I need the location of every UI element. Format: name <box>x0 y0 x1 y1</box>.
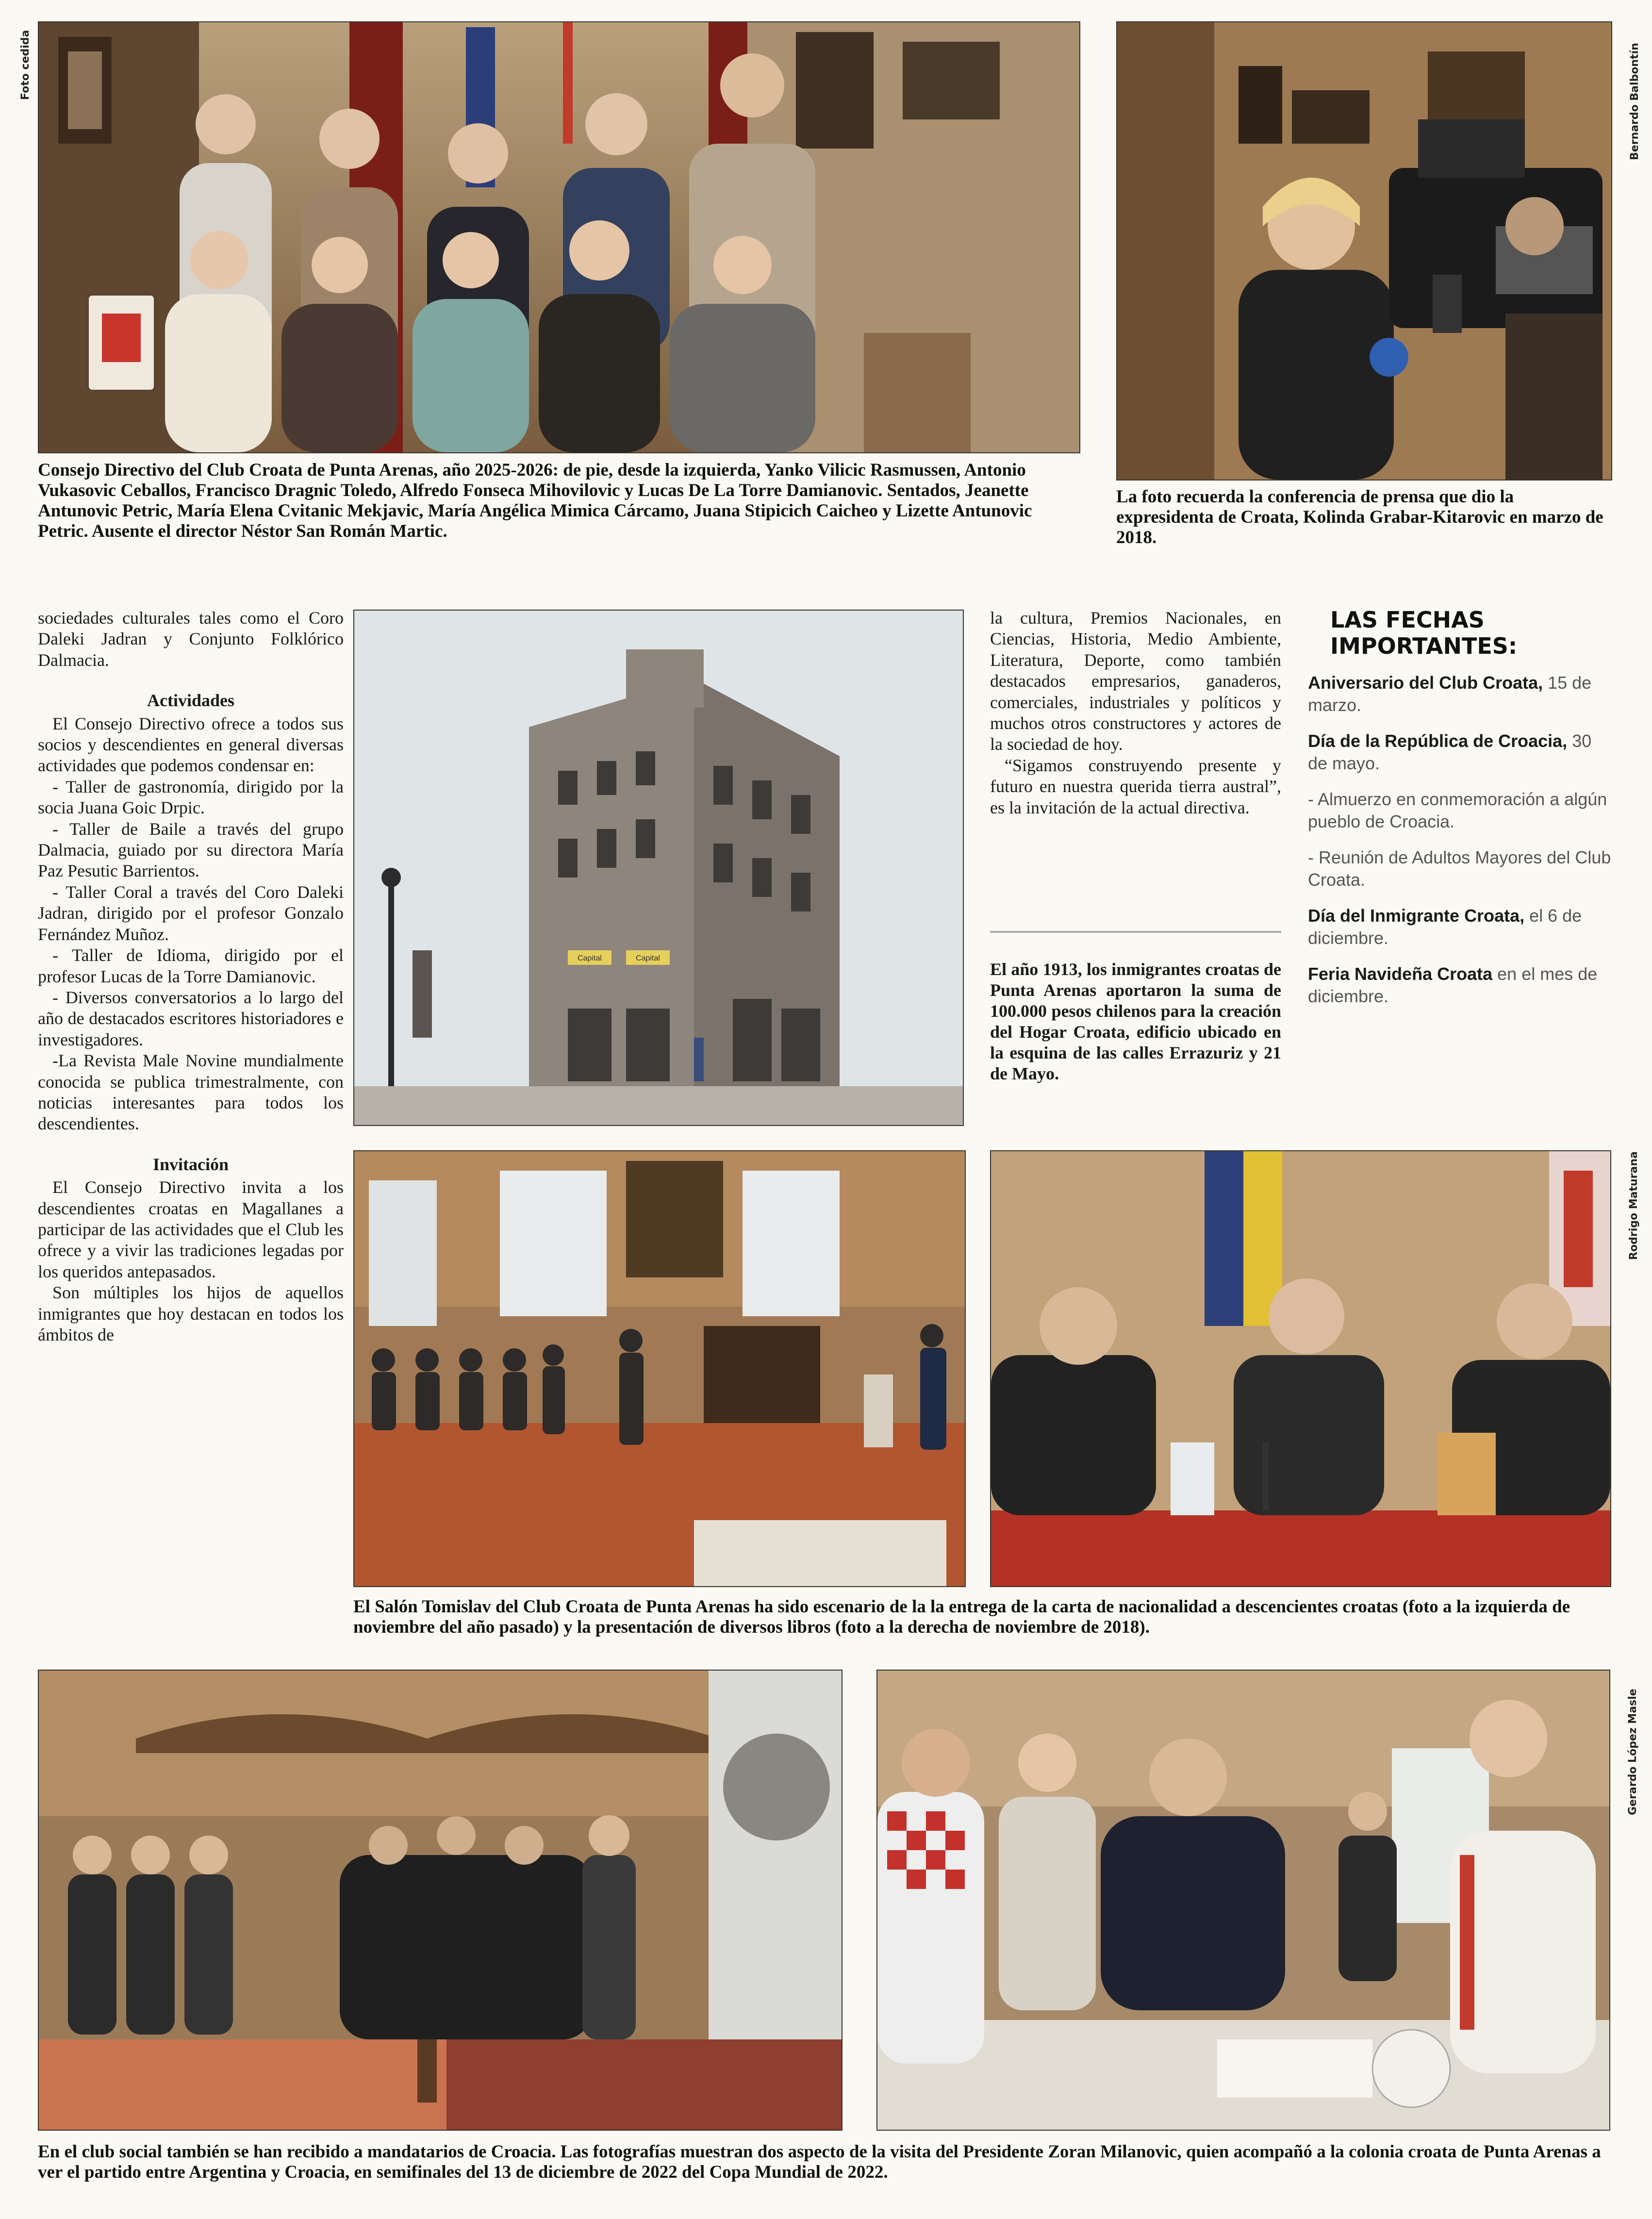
fecha-item: Día del Inmigrante Croata, el 6 de diciembre. <box>1308 906 1582 948</box>
callout-divider <box>990 931 1281 933</box>
invitacion-paragraph: Son múltiples los hijos de aquellos inmigrantes que hoy destacan en todos los ámbitos de <box>38 1283 344 1344</box>
photo-credit-balbontin: Bernardo Balbontín <box>1629 43 1641 160</box>
caption-conferencia-prensa: La foto recuerda la conferencia de prensa que dio la expresidenta de Croata, Kolinda Grabar-Kitarovic en marzo de 2018. <box>1116 487 1603 547</box>
fecha-item: Feria Navideña Croata en el mes de diciembre. <box>1308 964 1598 1006</box>
caption-visita-milanovic: En el club social también se han recibido a mandatarios de Croacia. Las fotografías muestran dos aspecto de la visita del Presidente Zoran Milanovic, quien acompañó a la colonia croata de Punta Arenas a ver el partido entre Argentina y Croacia, en semifinales del 13 de diciembre de 2022 del Copa Mundial de 2022. <box>38 2142 1601 2182</box>
actividades-paragraph: El Consejo Directivo ofrece a todos sus socios y descendientes en general diversas actividades que podemos condensar en: <box>38 713 344 776</box>
photo-visita-milanovic-firma <box>876 1670 1610 2131</box>
caption-salon-tomislav: El Salón Tomislav del Club Croata de Punta Arenas ha sido escenario de la la entrega de la carta de nacionalidad a descencientes croatas (foto a la izquierda de noviembre del año pasado) y la presentación de diversos libros (foto a la derecha de noviembre de 2018). <box>353 1597 1570 1637</box>
sign-capital-1: Capital <box>578 954 602 962</box>
photo-hogar-croata-building <box>353 610 964 1126</box>
fecha-item: - Almuerzo en conmemoración a algún pueblo de Croacia. <box>1308 789 1607 831</box>
actividad-item: -La Revista Male Novine mundialmente conocida se publica trimestralmente, con noticias interesantes para todos los descendientes. <box>38 1051 344 1134</box>
photo-credit-lopez: Gerardo López Masle <box>1627 1689 1639 1815</box>
actividad-item: - Taller de gastronomía, dirigido por la socia Juana Goic Drpic. <box>38 777 344 818</box>
photo-visita-milanovic-sala <box>38 1670 843 2131</box>
subheading-invitacion: Invitación <box>152 1154 229 1174</box>
article-column-1 <box>38 608 344 1345</box>
fechas-title-line1: LAS FECHAS <box>1330 607 1485 633</box>
article-col3-paragraph: la cultura, Premios Nacionales, en Ciencias, Historia, Medio Ambiente, Literatura, Deporte, como también destacados empresarios, ganaderos, comerciales, industriales y políticos y muchos otros constructores y actores de la sociedad de hoy. <box>990 608 1281 754</box>
caption-consejo-directivo: Consejo Directivo del Club Croata de Punta Arenas, año 2025-2026: de pie, desde la izquierda, Yanko Vilicic Rasmussen, Antonio Vukasovic Ceballos, Francisco Dragnic Toledo, Alfredo Fonseca Mihovilovic y Lucas De La Torre Damianovic. Sentados, Jeanette Antunovic Petric, María Elena Cvitanic Mekjavic, María Angélica Mimica Cárcamo, Juana Stipicich Caicheo y Lizette Antunovic Petric. Ausente el director Néstor San Román Martic. <box>38 460 1032 541</box>
actividad-item: - Taller Coral a través del Coro Daleki Jadran, dirigido por el profesor Gonzalo Fernández Muñoz. <box>38 882 344 944</box>
photo-conferencia-prensa <box>1116 21 1612 480</box>
photo-consejo-directivo <box>38 21 1080 453</box>
fechas-title-line2: IMPORTANTES: <box>1330 633 1518 659</box>
photo-credit-maturana: Rodrigo Maturana <box>1628 1151 1640 1260</box>
article-column-3 <box>990 608 1281 818</box>
fecha-item: - Reunión de Adultos Mayores del Club Croata. <box>1308 847 1611 890</box>
fecha-item: Día de la República de Croacia, 30 de mayo. <box>1308 731 1592 773</box>
subheading-actividades: Actividades <box>147 691 234 711</box>
article-col3-quote: “Sigamos construyendo presente y futuro en nuestra querida tierra austral”, es la invitación de la actual directiva. <box>990 755 1281 817</box>
sign-capital-2: Capital <box>636 954 660 962</box>
photo-credit-foto-cedida: Foto cedida <box>19 30 32 100</box>
article-intro: sociedades culturales tales como el Coro Daleki Jadran y Conjunto Folklórico Dalmacia. <box>38 608 344 670</box>
fechas-importantes-box <box>1308 607 1614 1021</box>
photo-salon-tomislav-ceremonia <box>353 1150 966 1587</box>
actividad-item: - Taller de Baile a través del grupo Dalmacia, guiado por su directora María Paz Pesutic Barrientos. <box>38 819 344 881</box>
callout-1913: El año 1913, los inmigrantes croatas de Punta Arenas aportaron la suma de 100.000 pesos chilenos para la creación del Hogar Croata, edificio ubicado en la esquina de las calles Errazuriz y 21 de Mayo. <box>990 960 1281 1083</box>
invitacion-paragraph: El Consejo Directivo invita a los descendientes croatas en Magallanes a participar de las actividades que el Club les ofrece y a vivir las tradiciones legadas por los queridos antepasados. <box>38 1177 344 1281</box>
fecha-item: Aniversario del Club Croata, 15 de marzo. <box>1308 673 1592 715</box>
photo-presentacion-libros <box>990 1150 1611 1587</box>
fechas-title <box>1330 607 1614 659</box>
actividad-item: - Diversos conversatorios a lo largo del año de destacados escritores historiadores e investigadores. <box>38 987 344 1049</box>
actividad-item: - Taller de Idioma, dirigido por el profesor Lucas de la Torre Damianovic. <box>38 945 344 986</box>
